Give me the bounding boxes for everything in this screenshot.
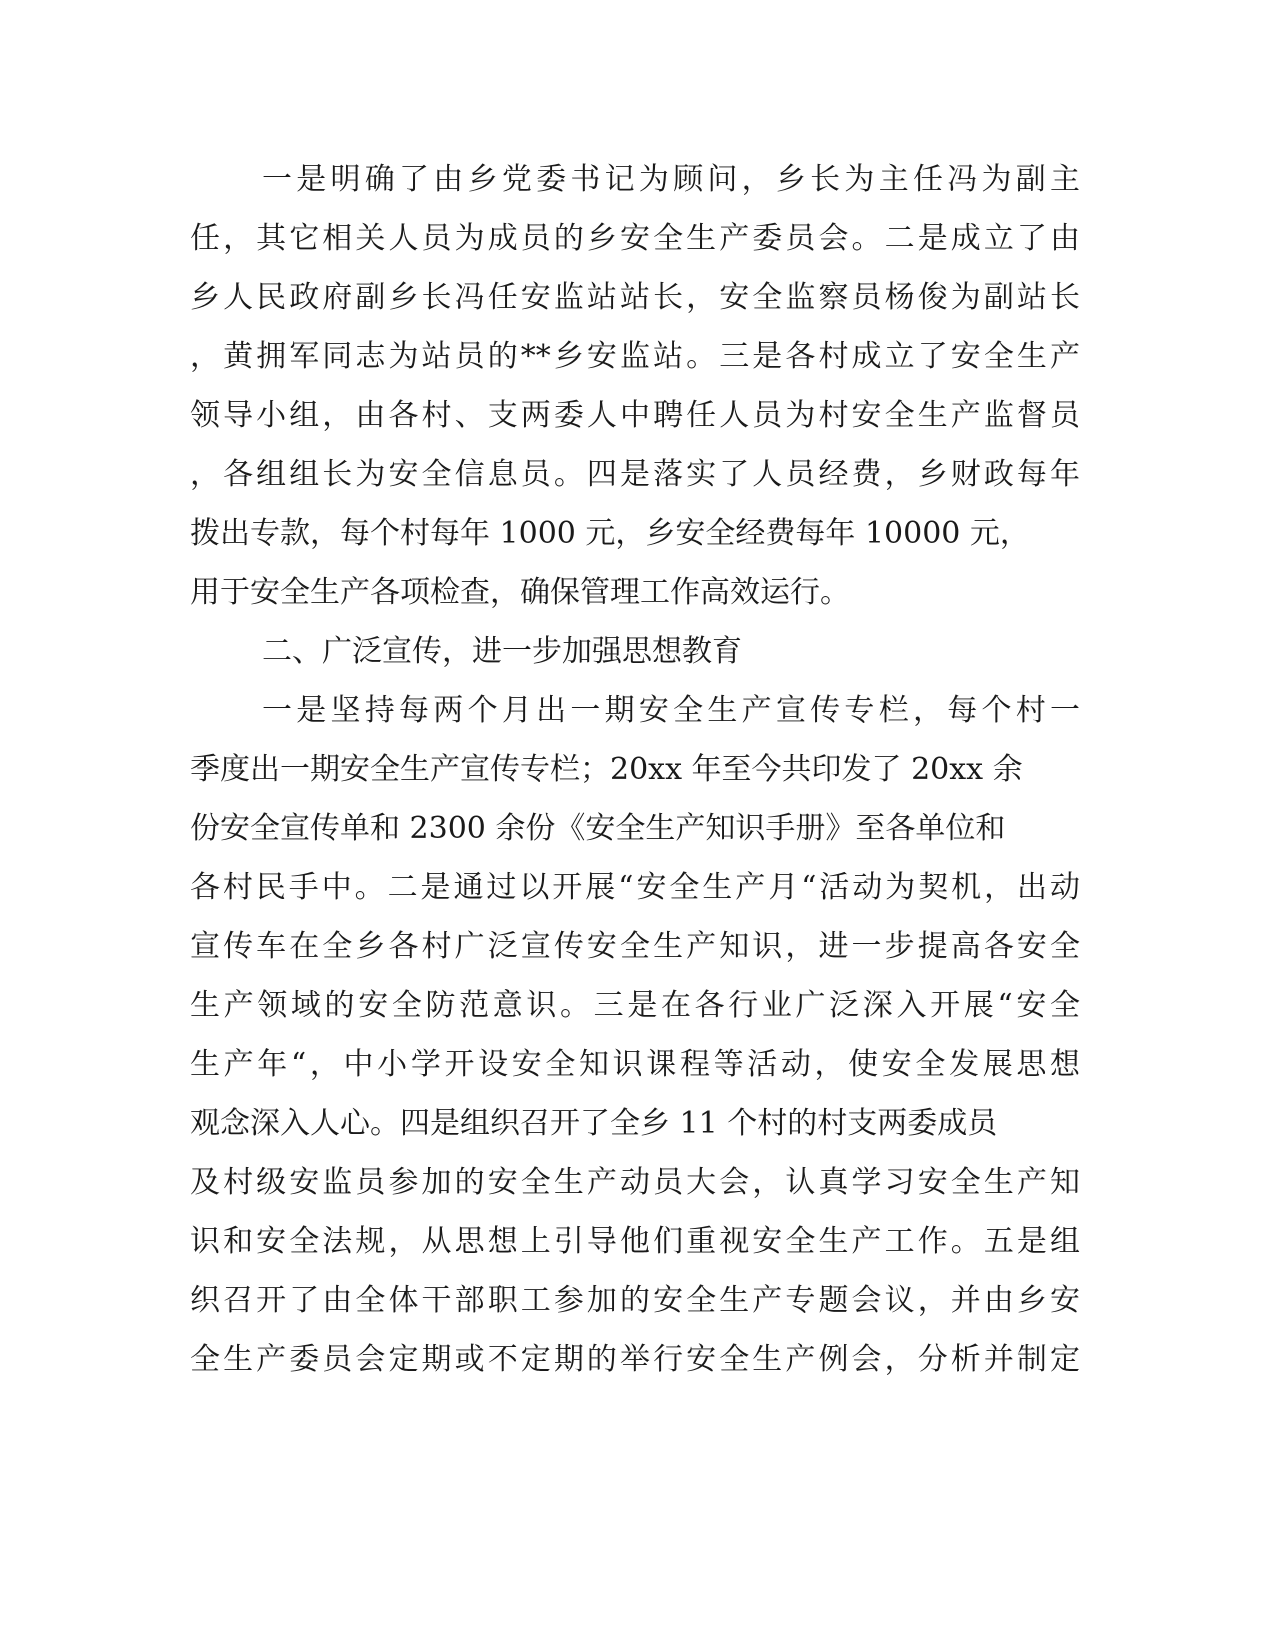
paragraph-line: 用于安全生产各项检查，确保管理工作高效运行。 — [190, 575, 850, 610]
paragraph-line: 季度出一期安全生产宣传专栏；20xx 年至今共印发了 20xx 余 — [190, 752, 1023, 787]
paragraph-line: 及村级安监员参加的安全生产动员大会，认真学习安全生产知 — [190, 1165, 1080, 1200]
paragraph-line: 一是明确了由乡党委书记为顾问，乡长为主任冯为副主 — [262, 162, 1080, 197]
paragraph-line: 宣传车在全乡各村广泛宣传安全生产知识，进一步提高各安全 — [190, 929, 1080, 964]
paragraph-line: 一是坚持每两个月出一期安全生产宣传专栏，每个村一 — [262, 693, 1080, 728]
paragraph-line: ，各组组长为安全信息员。四是落实了人员经费，乡财政每年 — [190, 457, 1080, 492]
paragraph-line: 生产年“，中小学开设安全知识课程等活动，使安全发展思想 — [190, 1047, 1080, 1082]
paragraph-line: 份安全宣传单和 2300 余份《安全生产知识手册》至各单位和 — [190, 811, 1006, 846]
paragraph-line: 任，其它相关人员为成员的乡安全生产委员会。二是成立了由 — [190, 221, 1080, 256]
paragraph-line: 识和安全法规，从思想上引导他们重视安全生产工作。五是组 — [190, 1224, 1080, 1259]
paragraph-line: 生产领域的安全防范意识。三是在各行业广泛深入开展“安全 — [190, 988, 1080, 1023]
paragraph-line: 拨出专款，每个村每年 1000 元，乡安全经费每年 10000 元， — [190, 516, 1030, 551]
paragraph-line: 领导小组，由各村、支两委人中聘任人员为村安全生产监督员 — [190, 398, 1080, 433]
paragraph-line: 各村民手中。二是通过以开展“安全生产月“活动为契机，出动 — [190, 870, 1080, 905]
paragraph-line: 观念深入人心。四是组织召开了全乡 11 个村的村支两委成员 — [190, 1106, 998, 1141]
paragraph-line: ，黄拥军同志为站员的**乡安监站。三是各村成立了安全生产 — [190, 339, 1080, 374]
paragraph-line: 乡人民政府副乡长冯任安监站站长，安全监察员杨俊为副站长 — [190, 280, 1080, 315]
paragraph-line: 织召开了由全体干部职工参加的安全生产专题会议，并由乡安 — [190, 1283, 1080, 1318]
paragraph-line: 全生产委员会定期或不定期的举行安全生产例会，分析并制定 — [190, 1342, 1080, 1377]
section-heading: 二、广泛宣传，进一步加强思想教育 — [262, 634, 742, 669]
